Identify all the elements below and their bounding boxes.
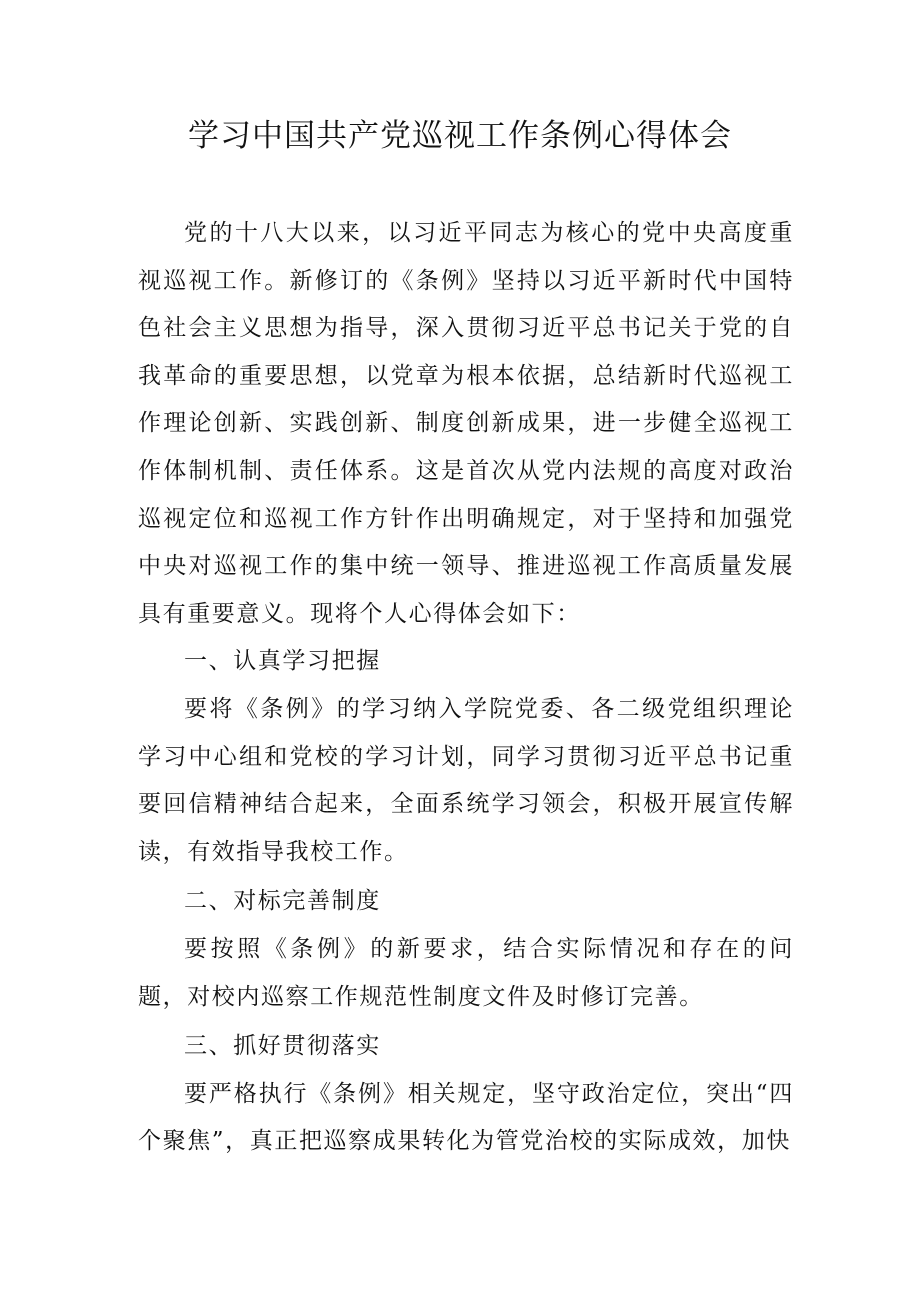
section-paragraph-3: 要严格执行《条例》相关规定，坚守政治定位，突出“四个聚焦”，真正把巡察成果转化为管党治校的实际成效，加快 — [138, 1080, 794, 1155]
section-paragraph-2: 要按照《条例》的新要求，结合实际情况和存在的问题，对校内巡察工作规范性制度文件及时修订完善。 — [138, 935, 794, 1010]
document-title: 学习中国共产党巡视工作条例心得体会 — [188, 118, 732, 154]
section-heading-3: 三、抓好贯彻落实 — [184, 1033, 381, 1060]
document-body — [138, 210, 794, 1166]
section-paragraph-1: 要将《条例》的学习纳入学院党委、各二级党组织理论学习中心组和党校的学习计划，同学习贯彻习近平总书记重要回信精神结合起来，全面系统学习领会，积极开展宣传解读，有效指导我校工作。 — [138, 695, 794, 865]
section-heading-2: 二、对标完善制度 — [184, 888, 381, 915]
intro-paragraph: 党的十八大以来，以习近平同志为核心的党中央高度重视巡视工作。新修订的《条例》坚持以习近平新时代中国特色社会主义思想为指导，深入贯彻习近平总书记关于党的自我革命的重要思想，以党章为根本依据，总结新时代巡视工作理论创新、实践创新、制度创新成果，进一步健全巡视工作体制机制、责任体系。这是首次从党内法规的高度对政治巡视定位和巡视工作方针作出明确规定，对于坚持和加强党中央对巡视工作的集中统一领导、推进巡视工作高质量发展具有重要意义。现将个人心得体会如下： — [138, 220, 794, 627]
section-heading-1: 一、认真学习把握 — [184, 648, 381, 675]
